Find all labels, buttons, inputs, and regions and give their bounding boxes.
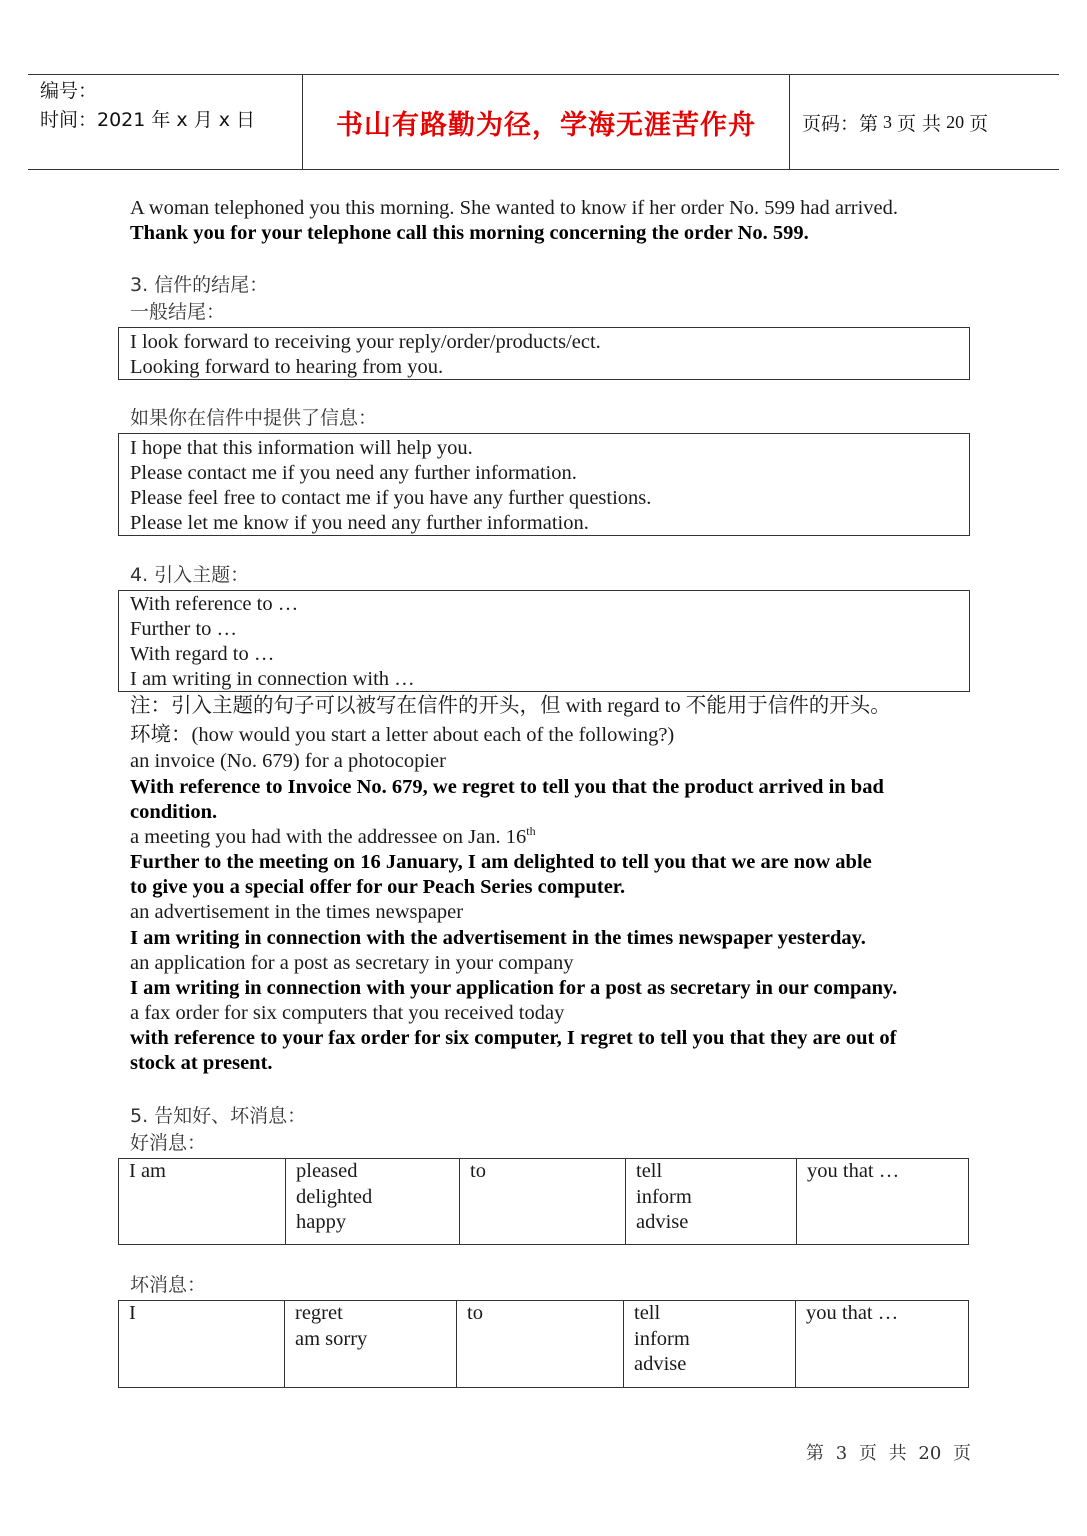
exercise-prompt: an invoice (No. 679) for a photocopier xyxy=(130,750,446,772)
topic-phrase: With reference to … xyxy=(130,593,299,615)
document-header xyxy=(28,74,1059,170)
exercise-prompt: an application for a post as secretary in your company xyxy=(130,952,574,974)
page-total: 20 xyxy=(946,111,965,132)
phrase-word: tell xyxy=(636,1160,663,1182)
good-news-label: 好消息： xyxy=(130,1132,207,1154)
footer-suffix: 页 xyxy=(953,1443,972,1464)
phrase-word: inform xyxy=(636,1185,692,1208)
topic-phrase: I am writing in connection with … xyxy=(130,668,415,690)
phrase-word: I xyxy=(129,1302,136,1324)
table-cell xyxy=(119,1159,286,1245)
example-situation: A woman telephoned you this morning. She wanted to know if her order No. 599 had arrived. xyxy=(130,197,899,219)
topic-phrase: With regard to … xyxy=(130,643,275,665)
bad-news-table xyxy=(118,1300,969,1388)
page-suffix: 页 xyxy=(969,112,989,135)
section-3-subheading: 一般结尾： xyxy=(130,301,226,323)
exercise-prompt: an advertisement in the times newspaper xyxy=(130,901,464,923)
phrase-word: regret xyxy=(295,1302,343,1324)
table-cell xyxy=(626,1159,797,1245)
page-middle: 页 共 xyxy=(897,112,942,135)
phrase-word: you that … xyxy=(807,1160,900,1182)
exercise-answer: Further to the meeting on 16 January, I am delighted to tell you that we are now able xyxy=(130,851,872,873)
table-row xyxy=(119,1301,969,1388)
exercise-answer: I am writing in connection with your application for a post as secretary in our company. xyxy=(130,977,898,999)
table-cell xyxy=(457,1301,624,1388)
phrase-word: am sorry xyxy=(295,1327,368,1350)
exercise-prompt-text: a meeting you had with the addressee on Jan. 16 xyxy=(130,826,527,848)
topic-phrases-box xyxy=(118,590,970,692)
phrase-word: happy xyxy=(296,1211,347,1233)
info-phrase: Please let me know if you need any further information. xyxy=(130,512,589,534)
note-line: 注：引入主题的句子可以被写在信件的开头，但 with regard to 不能用于信件的开头。 xyxy=(130,695,891,717)
footer-middle: 页 共 xyxy=(858,1443,907,1464)
exercise-answer: with reference to your fax order for six computer, I regret to tell you that they are out of xyxy=(130,1027,897,1049)
date-line: 时间：2021 年 x 月 x 日 xyxy=(40,109,256,131)
exercise-answer: With reference to Invoice No. 679, we regret to tell you that the product arrived in bad xyxy=(130,776,884,798)
footer-prefix: 第 xyxy=(806,1443,824,1464)
exercise-answer: I am writing in connection with the advertisement in the times newspaper yesterday. xyxy=(130,927,866,949)
closing-phrase: I look forward to receiving your reply/order/products/ect. xyxy=(130,331,601,353)
section-3-heading: 3. 信件的结尾： xyxy=(130,274,269,296)
table-cell xyxy=(286,1159,460,1245)
footer-current: 3 xyxy=(835,1443,848,1464)
table-cell xyxy=(797,1159,969,1245)
page-prefix: 页码：第 xyxy=(802,112,879,135)
info-phrase: I hope that this information will help you. xyxy=(130,437,473,459)
good-news-table xyxy=(118,1158,969,1245)
phrase-word: advise xyxy=(636,1211,689,1233)
table-cell xyxy=(796,1301,969,1388)
section-5-heading: 5. 告知好、坏消息： xyxy=(130,1105,307,1127)
topic-phrase: Further to … xyxy=(130,618,238,640)
exercise-answer: condition. xyxy=(130,801,218,823)
section-4-heading: 4. 引入主题： xyxy=(130,564,250,586)
exercise-answer: to give you a special offer for our Peach Series computer. xyxy=(130,876,626,898)
header-page-number xyxy=(790,75,1059,169)
exercise-answer: stock at present. xyxy=(130,1052,273,1074)
info-phrases-box xyxy=(118,433,970,536)
info-closing-heading: 如果你在信件中提供了信息： xyxy=(130,407,378,429)
page-current: 3 xyxy=(883,111,893,132)
serial-number-label: 编号： xyxy=(40,80,98,102)
info-phrase: Please feel free to contact me if you have any further questions. xyxy=(130,487,652,509)
info-phrase: Please contact me if you need any further information. xyxy=(130,462,577,484)
page-footer xyxy=(806,1439,971,1465)
example-answer: Thank you for your telephone call this morning concerning the order No. 599. xyxy=(130,222,809,244)
phrase-word: you that … xyxy=(806,1302,899,1324)
exercise-prompt: a fax order for six computers that you received today xyxy=(130,1002,565,1024)
phrase-word: tell xyxy=(634,1302,661,1324)
table-row xyxy=(119,1159,969,1245)
header-motto: 书山有路勤为径，学海无涯苦作舟 xyxy=(303,75,790,169)
bad-news-label: 坏消息： xyxy=(130,1274,207,1296)
exercise-prompt xyxy=(130,825,536,850)
closing-phrases-box xyxy=(118,327,970,380)
phrase-word: I am xyxy=(129,1160,166,1182)
phrase-word: to xyxy=(467,1302,483,1324)
header-meta xyxy=(28,75,303,169)
phrase-word: pleased xyxy=(296,1160,358,1182)
table-cell xyxy=(460,1159,626,1245)
table-cell xyxy=(119,1301,285,1388)
phrase-word: advise xyxy=(634,1353,687,1375)
phrase-word: to xyxy=(470,1160,486,1182)
footer-total: 20 xyxy=(918,1443,942,1464)
phrase-word: inform xyxy=(634,1327,690,1350)
closing-phrase: Looking forward to hearing from you. xyxy=(130,356,444,378)
table-cell xyxy=(624,1301,796,1388)
phrase-word: delighted xyxy=(296,1185,373,1208)
context-line: 环境：(how would you start a letter about each of the following?) xyxy=(130,724,675,746)
ordinal-suffix: th xyxy=(526,824,536,838)
table-cell xyxy=(285,1301,457,1388)
